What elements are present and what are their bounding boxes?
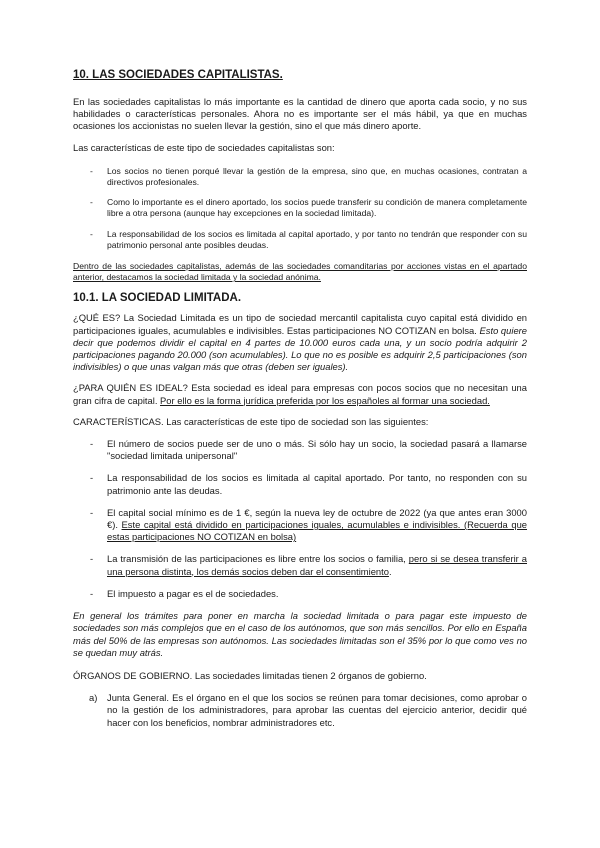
caracteristicas-intro: CARACTERÍSTICAS. Las características de este tipo de sociedad son las siguientes: <box>73 415 429 427</box>
capital-highlight: Este capital está dividido en participaciones iguales, acumulables e indivisibles. (Recuerda que estas participaciones NO COTIZAN en bolsa) <box>107 519 528 543</box>
que-es-example: Esto quiere decir que podemos dividir el capital en 4 partes de 10.000 euros cada una, y un socio podría adquirir 2 participaciones pagando 20.000 (son acumulables). Lo que no es posible es adquirir 2,5 participaciones (son indivisibles) o que unas valgan más que otras (deben ser iguales). <box>73 324 527 373</box>
organos-intro: ÓRGANOS DE GOBIERNO. Las sociedades limitadas tienen 2 órganos de gobierno. <box>73 669 427 681</box>
item-label: a) <box>89 692 98 704</box>
list-item <box>73 553 527 577</box>
sl-characteristics-list <box>73 438 527 600</box>
capital-text: El capital social mínimo es de 1 €, según la nueva ley de octubre de 2022 (ya que antes eran 3000 €). <box>107 506 527 531</box>
para-quien-lead: ¿PARA QUIÉN ES IDEAL? Esta sociedad es ideal para empresas con pocos socios que no necesitan una gran cifra de capital. <box>73 382 527 406</box>
list-item <box>73 692 527 729</box>
transmision-highlight: pero si se desea transferir a una persona distinta, los demás socios deben dar el consentimiento <box>107 553 527 577</box>
list-item <box>73 507 527 544</box>
tramites-paragraph: En general los trámites para poner en marcha la sociedad limitada o para pagar este impuesto de sociedades son más complejos que en el caso de los autónomos, que son más sencillos. Por ello en España más del 50% de las empresas son autónomos. Las sociedades limitadas son el 35% por lo que como ves no se quedan muy atrás. <box>73 610 527 658</box>
transmision-end: . <box>388 565 392 577</box>
transmision-text: La transmisión de las participaciones es libre entre los socios o familia, <box>107 553 409 565</box>
que-es-paragraph <box>73 312 527 373</box>
intro-paragraph: En las sociedades capitalistas lo más importante es la cantidad de dinero que aporta cada socio, y no sus habilidades o características personales. Ahora no es importante ser el más hábil, ya que en muchas ocasiones los accionistas no suelen llevar la gestión, sino el que más dinero aporte. <box>73 96 527 132</box>
closing-paragraph: Dentro de las sociedades capitalistas, además de las sociedades comanditarias por acciones vistas en el apartado anterior, destacamos la sociedad limitada y la sociedad anónima. <box>73 261 527 283</box>
capitalist-characteristics-list <box>73 166 527 251</box>
list-item: - Como lo importante es el dinero aportado, los socios puede transferir su condición de manera completamente libre a otra persona (aunque hay excepciones en la sociedad limitada). <box>73 197 527 219</box>
chars-intro: Las características de este tipo de sociedades capitalistas son: <box>73 141 335 153</box>
page-title: 10. LAS SOCIEDADES CAPITALISTAS. <box>73 69 283 81</box>
para-quien-highlight: Por ello es la forma jurídica preferida por los españoles al formar una sociedad. <box>160 394 490 406</box>
list-item: - La responsabilidad de los socios es limitada al capital aportado. Por tanto, no responden con su patrimonio ante las deudas. <box>73 472 527 496</box>
list-item: - El número de socios puede ser de uno o más. Si sólo hay un socio, la sociedad pasará a llamarse "sociedad limitada unipersonal" <box>73 438 527 462</box>
list-item: - La responsabilidad de los socios es limitada al capital aportado, y por tanto no tendrán que responder con su patrimonio personal ante posibles deudas. <box>73 229 527 251</box>
list-item: - El impuesto a pagar es el de sociedades. <box>73 588 527 600</box>
list-item: - Los socios no tienen porqué llevar la gestión de la empresa, sino que, en muchas ocasiones, contratan a directivos profesionales. <box>73 166 527 188</box>
que-es-lead: ¿QUÉ ES? La Sociedad Limitada es un tipo de sociedad mercantil capitalista cuyo capital está dividido en participaciones iguales, acumulables e indivisibles. Estas participaciones NO COTIZAN en bolsa. <box>73 312 527 336</box>
item-text: Junta General. Es el órgano en el que los socios se reúnen para tomar decisiones, como aprobar o no la gestión de los administradores, para aprobar las cuentas del ejercicio anterior, decidir qué hacer con los beneficios, nombrar administradores etc. <box>107 692 527 728</box>
section-title: 10.1. LA SOCIEDAD LIMITADA. <box>73 292 242 305</box>
organos-list <box>73 692 527 729</box>
document-page <box>73 68 527 729</box>
para-quien-paragraph <box>73 382 527 406</box>
